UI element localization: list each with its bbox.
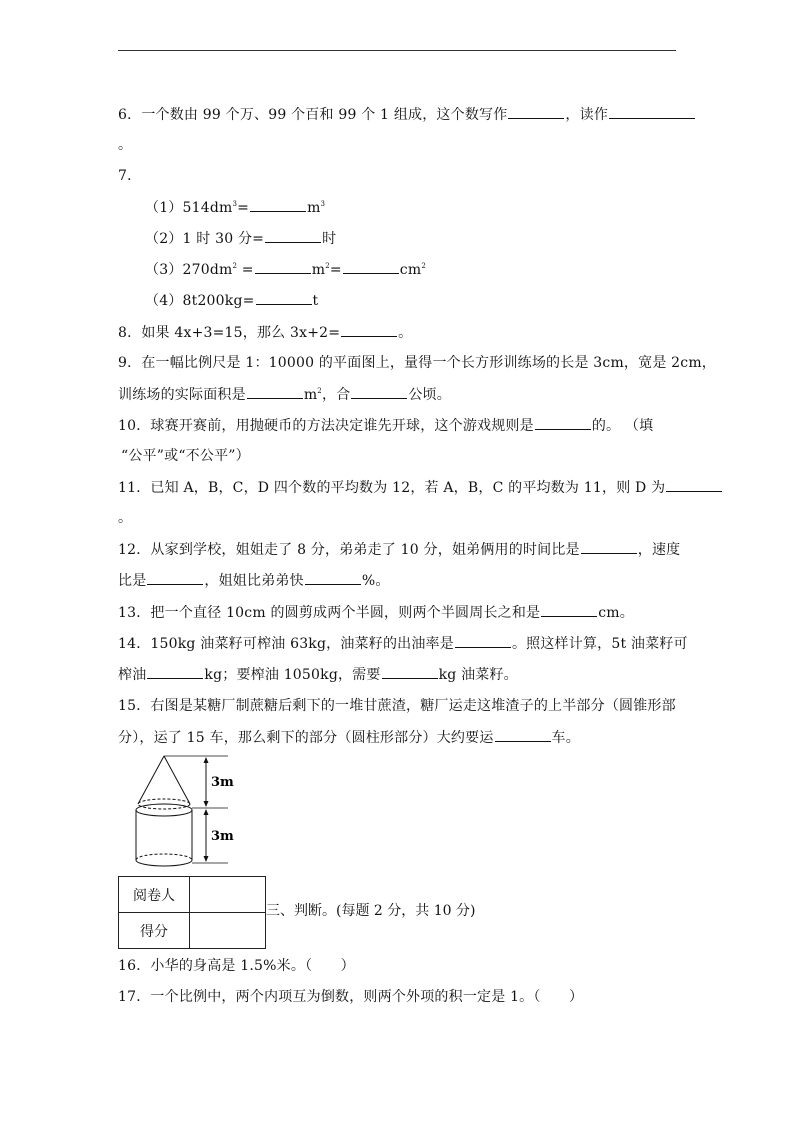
question-7-part-2 (145, 230, 336, 247)
question-text: 如果 4x+3=15，那么 3x+2= (141, 325, 341, 341)
unit: m (311, 262, 326, 278)
question-12 (118, 541, 680, 558)
question-6-end (118, 137, 132, 153)
question-12-line-2 (118, 572, 390, 589)
question-text: 分），运了 15 车，那么剩下的部分（圆柱形部分）大约要运 (118, 730, 494, 746)
question-text: kg；要榨油 1050kg，需要 (204, 667, 381, 683)
answer-blank[interactable] (265, 230, 321, 243)
answer-blank[interactable] (382, 666, 438, 679)
answer-blank[interactable] (305, 572, 361, 585)
question-text: 。照这样计算，5t 油菜籽可 (511, 636, 688, 652)
answer-blank[interactable] (666, 479, 722, 492)
answer-blank[interactable] (147, 666, 203, 679)
header-rule (118, 50, 676, 51)
question-text: 车。 (551, 730, 580, 746)
part-text: （2）1 时 30 分= (145, 231, 265, 247)
question-14-line-2 (118, 666, 518, 683)
question-text: 公顷。 (408, 387, 451, 403)
question-7-part-1 (145, 199, 325, 216)
question-text: 150kg 油菜籽可榨油 63kg，油菜籽的出油率是 (150, 636, 454, 652)
question-10-line-2 (121, 448, 250, 464)
question-text: 在一幅比例尺是 1：10000 的平面图上，量得一个长方形训练场的长是 3cm，宽是 2cm， (141, 355, 717, 371)
part-text: = (237, 200, 250, 216)
superscript: 3 (320, 200, 326, 208)
unit: t (312, 293, 319, 309)
part-text: （3）270dm (145, 262, 233, 278)
reviewer-cell[interactable] (190, 877, 266, 913)
question-10 (118, 417, 653, 434)
unit: m (307, 200, 321, 216)
question-11 (118, 479, 723, 496)
question-text: 训练场的实际面积是 (118, 387, 246, 403)
question-15 (118, 698, 676, 714)
superscript: 2 (317, 387, 322, 395)
cylinder-top (136, 804, 192, 816)
question-text: ，姐姐比弟弟快 (204, 573, 304, 589)
score-label: 得分 (119, 913, 190, 949)
question-text: kg 油菜籽。 (438, 667, 518, 683)
cone-cylinder-figure (118, 748, 248, 872)
punctuation: 。 (398, 325, 413, 341)
question-14 (118, 635, 688, 652)
answer-blank[interactable] (351, 386, 407, 399)
question-number: 13． (118, 605, 151, 621)
answer-blank[interactable] (250, 199, 306, 212)
score-cell[interactable] (190, 913, 266, 949)
question-text: 右图是某糖厂制蔗糖后剩下的一堆甘蔗渣，糖厂运走这堆渣子的上半部分（圆锥形部 (150, 698, 676, 714)
superscript: 2 (232, 262, 238, 270)
score-table (118, 876, 266, 949)
unit: cm (399, 262, 422, 278)
question-number: 9． (118, 355, 142, 371)
question-number: 16． (118, 958, 151, 974)
question-text: 小华的身高是 1.5%米。（ ） (150, 958, 355, 974)
question-9 (118, 355, 716, 371)
unit: m (303, 387, 318, 403)
answer-blank[interactable] (247, 386, 303, 399)
question-text: 比是 (118, 573, 147, 589)
question-text: ，速度 (637, 542, 681, 558)
answer-blank[interactable] (541, 604, 597, 617)
answer-blank[interactable] (535, 417, 591, 430)
reviewer-label: 阅卷人 (119, 877, 190, 913)
question-text: 已知 A，B，C，D 四个数的平均数为 12，若 A，B，C 的平均数为 11，则 D 为 (150, 480, 666, 496)
answer-blank[interactable] (495, 729, 551, 742)
question-number: 8． (118, 325, 142, 341)
question-number: 12． (118, 542, 151, 558)
question-13 (118, 604, 634, 621)
cone-side-right (164, 756, 190, 804)
question-16 (118, 958, 355, 974)
answer-blank[interactable] (256, 292, 312, 305)
cylinder-bottom-back (136, 854, 192, 860)
question-number: 10． (118, 418, 151, 434)
part-text: （1）514dm (145, 200, 233, 216)
question-number: 11． (118, 480, 151, 496)
question-7 (118, 168, 141, 184)
cone-side-left (138, 756, 164, 804)
punctuation: 。 (118, 137, 133, 153)
superscript: 3 (232, 200, 238, 208)
question-text: ，读作 (565, 107, 609, 123)
answer-blank[interactable] (609, 106, 695, 119)
superscript: 2 (421, 262, 426, 270)
question-text: 一个数由 99 个万、99 个百和 99 个 1 组成，这个数写作 (141, 107, 508, 123)
part-text: = (329, 262, 342, 278)
question-number: 14． (118, 636, 151, 652)
answer-blank[interactable] (343, 261, 399, 274)
question-17 (118, 989, 583, 1005)
answer-blank[interactable] (255, 261, 311, 274)
answer-blank[interactable] (147, 572, 203, 585)
question-number: 7． (118, 168, 142, 184)
answer-blank[interactable] (341, 324, 397, 337)
question-text: %。 (361, 573, 390, 589)
part-text: （4）8t200kg= (145, 293, 255, 309)
cylinder-height-label: 3m (211, 829, 234, 844)
answer-blank[interactable] (581, 541, 637, 554)
question-text: 把一个直径 10cm 的圆剪成两个半圆，则两个半圆周长之和是 (150, 605, 541, 621)
question-text: 一个比例中，两个内项互为倒数，则两个外项的积一定是 1。（ ） (150, 989, 584, 1005)
answer-blank[interactable] (508, 106, 564, 119)
part-text: = (237, 262, 254, 278)
question-7-part-4 (145, 292, 318, 309)
unit: 时 (322, 231, 337, 247)
question-6 (118, 106, 696, 123)
question-text: 的。 （填 (591, 418, 654, 434)
question-9-line-2 (118, 386, 451, 403)
question-15-line-2 (118, 729, 580, 746)
question-text: “公平”或“不公平”） (121, 448, 250, 464)
section-heading: 三、判断。(每题 2 分，共 10 分) (266, 903, 476, 919)
answer-blank[interactable] (455, 635, 511, 648)
question-text: 榨油 (118, 667, 147, 683)
question-7-part-3 (145, 261, 426, 278)
question-text: cm。 (598, 605, 634, 621)
question-8 (118, 324, 412, 341)
question-text: 从家到学校，姐姐走了 8 分，弟弟走了 10 分，姐弟俩用的时间比是 (150, 542, 580, 558)
question-text: ，合 (321, 387, 351, 403)
question-number: 6． (118, 107, 142, 123)
question-number: 15． (118, 698, 151, 714)
superscript: 2 (325, 262, 330, 270)
punctuation: 。 (118, 510, 133, 526)
cylinder-bottom-front (136, 860, 192, 866)
cone-height-label: 3m (211, 775, 234, 790)
question-11-end (118, 510, 132, 526)
question-text: 球赛开赛前，用抛硬币的方法决定谁先开球，这个游戏规则是 (150, 418, 534, 434)
question-number: 17． (118, 989, 151, 1005)
